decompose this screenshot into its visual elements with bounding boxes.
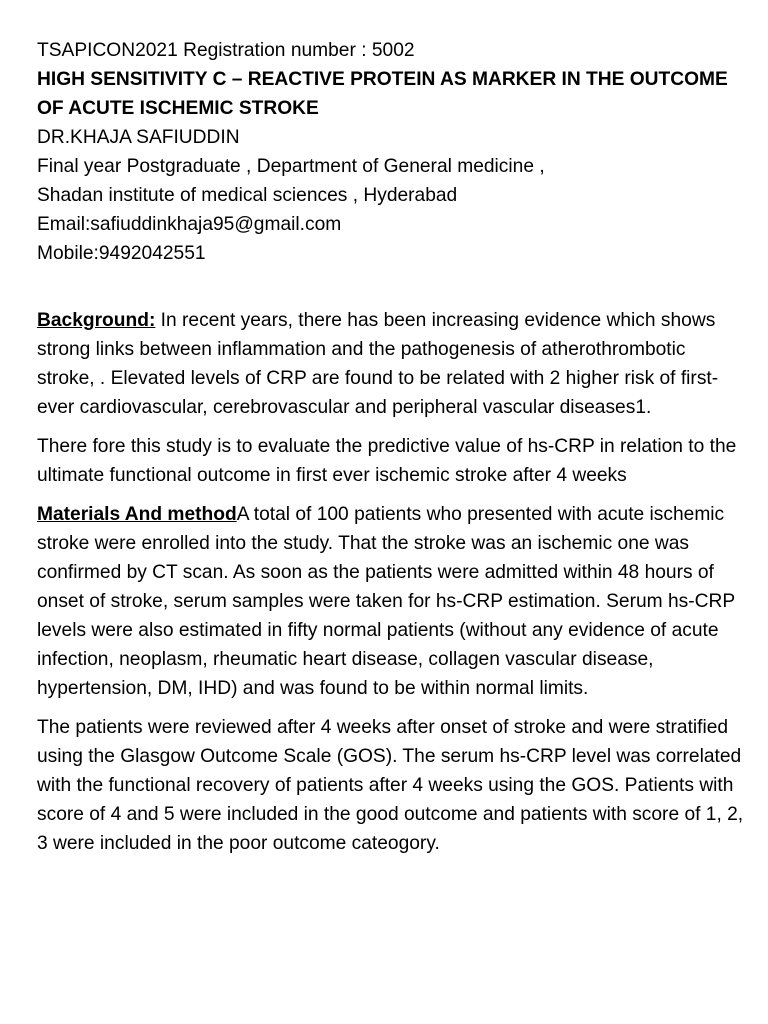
methods-heading: Materials And method xyxy=(37,504,237,525)
methods-paragraph xyxy=(37,500,748,703)
author-email: Email:safiuddinkhaja95@gmail.com xyxy=(37,214,342,235)
section-gap xyxy=(37,268,748,306)
background-text: In recent years, there has been increasing evidence which shows strong links between inflammation and the pathogenesis of atherothrombotic stroke, . Elevated levels of CRP are found to be related with 2 higher risk of first-ever cardiovascular, cerebrovascular and peripheral vascular diseases1. xyxy=(37,310,719,418)
author-designation: Final year Postgraduate , Department of General medicine , xyxy=(37,156,545,177)
registration-line: TSAPICON2021 Registration number : 5002 xyxy=(37,40,415,61)
abstract-title: HIGH SENSITIVITY C – REACTIVE PROTEIN AS MARKER IN THE OUTCOME OF ACUTE ISCHEMIC STROKE xyxy=(37,69,728,119)
background-paragraph xyxy=(37,306,748,422)
aim-text: There fore this study is to evaluate the predictive value of hs-CRP in relation to the ultimate functional outcome in first ever ischemic stroke after 4 weeks xyxy=(37,436,737,486)
author-mobile: Mobile:9492042551 xyxy=(37,243,206,264)
followup-paragraph xyxy=(37,713,748,858)
methods-text: A total of 100 patients who presented with acute ischemic stroke were enrolled into the study. That the stroke was an ischemic one was confirmed by CT scan. As soon as the patients were admitted within 48 hours of onset of stroke, serum samples were taken for hs-CRP estimation. Serum hs-CRP levels were also estimated in fifty normal patients (without any evidence of acute infection, neoplasm, rheumatic heart disease, collagen vascular disease, hypertension, DM, IHD) and was found to be within normal limits. xyxy=(37,504,735,699)
author-institution: Shadan institute of medical sciences , Hyderabad xyxy=(37,185,458,206)
background-heading: Background: xyxy=(37,310,156,331)
author-name: DR.KHAJA SAFIUDDIN xyxy=(37,127,240,148)
aim-paragraph xyxy=(37,432,748,490)
followup-text: The patients were reviewed after 4 weeks after onset of stroke and were stratified using the Glasgow Outcome Scale (GOS). The serum hs-CRP level was correlated with the functional recovery of patients after 4 weeks using the GOS. Patients with score of 4 and 5 were included in the good outcome and patients with score of 1, 2, 3 were included in the poor outcome cateogory. xyxy=(37,717,744,854)
